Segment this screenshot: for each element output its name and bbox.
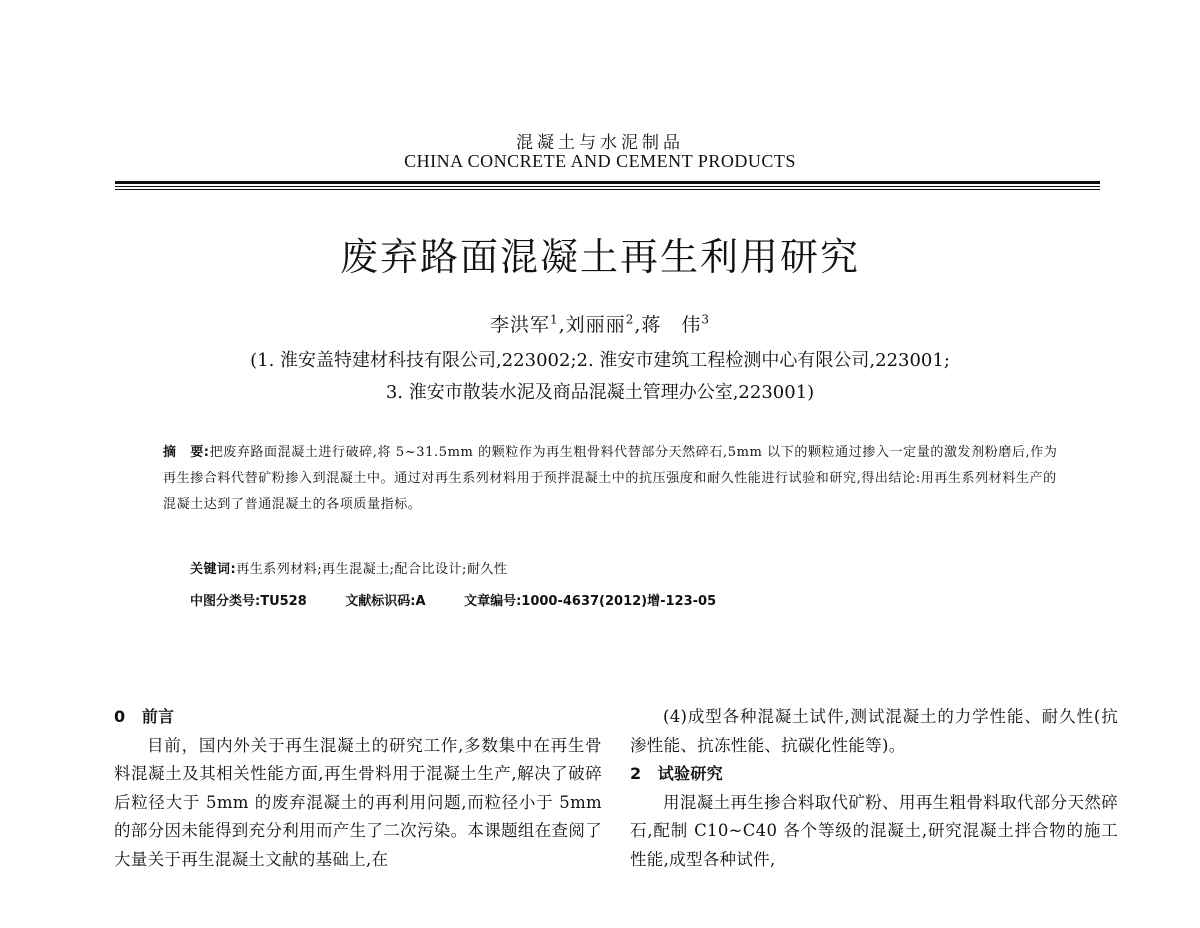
author-name: 蒋 伟 — [641, 314, 702, 336]
keywords-text: 再生系列材料;再生混凝土;配合比设计;耐久性 — [236, 562, 508, 577]
abstract-text: 把废弃路面混凝土进行破碎,将 5~31.5mm 的颗粒作为再生粗骨料代替部分天然碎石,5mm 以下的颗粒通过掺入一定量的激发剂粉磨后,作为再生掺合料代替矿粉掺入到混凝土中。通过对再生系列材料用于预拌混凝土中的抗压强度和耐久性能进行试验和研究,得出结论:用再生系列材料生产的混凝土达到了普通混凝土的各项质量指标。 — [163, 445, 1058, 512]
section-heading-intro: 0 前言 — [114, 707, 175, 726]
abstract — [163, 440, 1068, 518]
journal-name-cn: 混凝土与水泥制品 — [516, 133, 684, 153]
body-paragraph: 用混凝土再生掺合料取代矿粉、用再生粗骨料取代部分天然碎石,配制 C10~C40 各个等级的混凝土,研究混凝土拌合物的施工性能,成型各种试件, — [630, 792, 1118, 869]
author-affil-number: 3 — [701, 312, 711, 327]
document-code: 文献标识码:A — [345, 594, 426, 609]
journal-name-en: CHINA CONCRETE AND CEMENT PRODUCTS — [404, 151, 796, 171]
author-name: 刘丽丽 — [565, 314, 626, 336]
article-title: 废弃路面混凝土再生利用研究 — [339, 235, 860, 279]
author-affil-number: 1 — [549, 312, 559, 327]
article-number: 文章编号:1000-4637(2012)增-123-05 — [464, 594, 717, 609]
header-rule-thin — [115, 186, 1100, 187]
classification-line — [190, 590, 750, 609]
left-column — [114, 703, 602, 874]
header-rule-thick — [115, 181, 1100, 184]
body-paragraph: (4)成型各种混凝土试件,测试混凝土的力学性能、耐久性(抗渗性能、抗冻性能、抗碳化性能等)。 — [630, 707, 1118, 755]
abstract-label: 摘 要: — [163, 445, 210, 460]
section-heading-experiment: 2 试验研究 — [630, 764, 723, 783]
author-affil-number: 2 — [625, 312, 635, 327]
keywords — [190, 558, 507, 577]
keywords-label: 关键词: — [190, 562, 237, 577]
right-column — [630, 703, 1118, 874]
clc-number: 中图分类号:TU528 — [190, 594, 307, 609]
body-paragraph: 目前，国内外关于再生混凝土的研究工作,多数集中在再生骨料混凝土及其相关性能方面,再生骨料用于混凝土生产,解决了破碎后粒径大于 5mm 的废弃混凝土的再利用问题,而粒径小于 5mm 的部分因未能得到充分利用而产生了二次污染。本课题组在查阅了大量关于再生混凝土文献的基础上,在 — [114, 735, 602, 869]
affiliation-line-1: (1. 淮安盖特建材科技有限公司,223002;2. 淮安市建筑工程检测中心有限公司,223001; — [250, 350, 950, 371]
author-list: 李洪军$^1$,刘丽丽$^2$,蒋 伟$^3$ — [489, 312, 711, 336]
author-name: 李洪军 — [489, 314, 550, 336]
affiliation-line-2: 3. 淮安市散装水泥及商品混凝土管理办公室,223001) — [385, 382, 815, 403]
header-rule-thin-2 — [115, 189, 1100, 190]
